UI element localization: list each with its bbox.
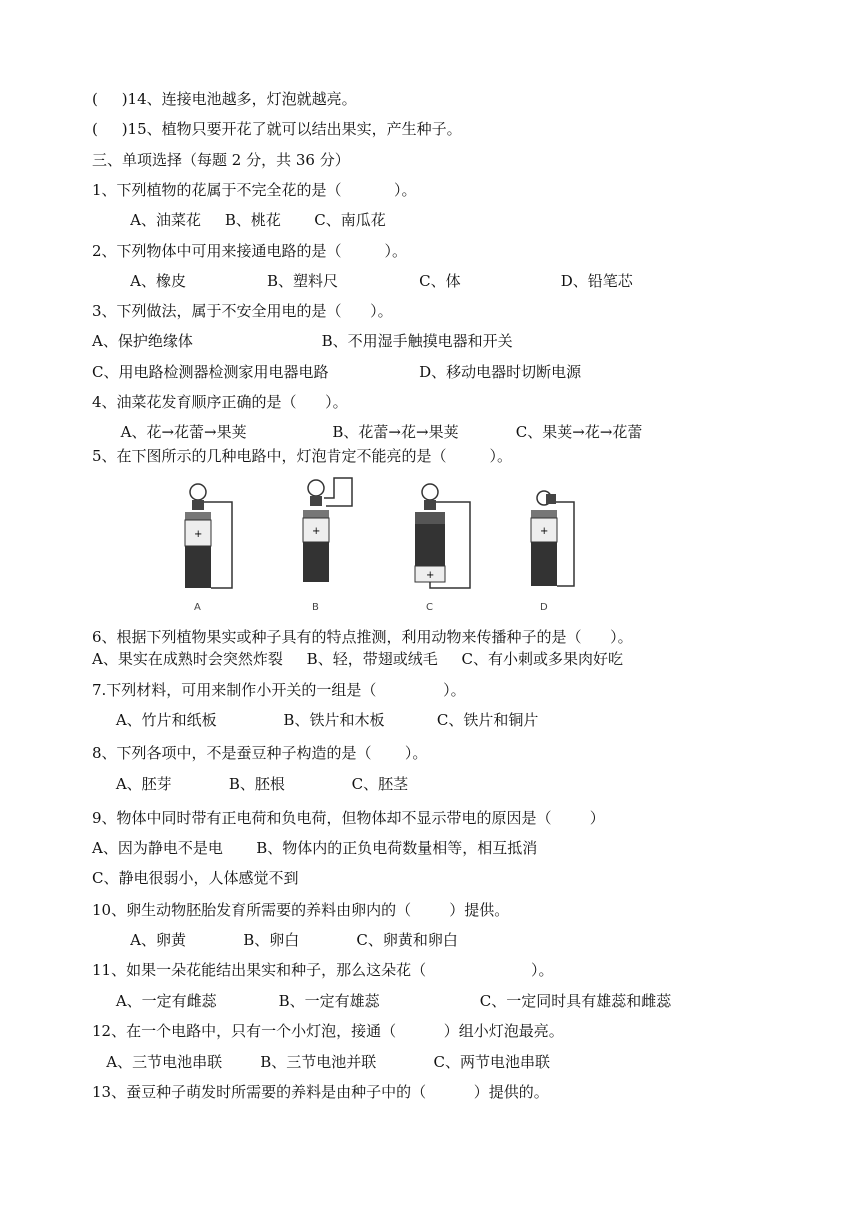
- text-line: 13、蚕豆种子萌发时所需要的养料是由种子中的（ ）提供的。: [92, 1083, 549, 1101]
- text-line: A、卵黄 B、卵白 C、卵黄和卵白: [92, 931, 458, 949]
- wire: [556, 502, 574, 586]
- bulb-base: [310, 496, 322, 506]
- battery-cap: [531, 510, 557, 518]
- plus-sign: +: [426, 570, 435, 581]
- wire: [324, 478, 352, 506]
- text-line: 1、下列植物的花属于不完全花的是（ ）。: [92, 181, 417, 199]
- text-line: 6、根据下列植物果实或种子具有的特点推测，利用动物来传播种子的是（ ）。: [92, 628, 633, 646]
- text-line: A、胚芽 B、胚根 C、胚茎: [92, 775, 409, 793]
- text-line: 10、卵生动物胚胎发育所需要的养料由卵内的（ ）提供。: [92, 901, 510, 919]
- text-line: 三、单项选择（每题 2 分，共 36 分）: [92, 151, 350, 169]
- circuit-a: [185, 484, 232, 613]
- circuit-c: [415, 484, 470, 613]
- battery-cap: [415, 512, 445, 524]
- text-line: A、橡皮 B、塑料尺 C、体 D、铅笔芯: [92, 272, 633, 290]
- text-line: 9、物体中同时带有正电荷和负电荷，但物体却不显示带电的原因是（ ）: [92, 809, 605, 827]
- label-a: A: [194, 602, 201, 613]
- circuit-b: [303, 478, 352, 613]
- battery-body: [531, 542, 557, 586]
- battery-body: [303, 542, 329, 582]
- bulb-base: [424, 500, 436, 510]
- text-line: A、竹片和纸板 B、铁片和木板 C、铁片和铜片: [92, 711, 539, 729]
- bulb-icon: [422, 484, 438, 500]
- text-line: 12、在一个电路中，只有一个小灯泡，接通（ ）组小灯泡最亮。: [92, 1022, 564, 1040]
- text-line: A、三节电池串联 B、三节电池并联 C、两节电池串联: [92, 1053, 551, 1071]
- battery-cap: [185, 512, 211, 520]
- plus-sign: +: [194, 529, 203, 540]
- text-line: 8、下列各项中，不是蚕豆种子构造的是（ ）。: [92, 744, 428, 762]
- bulb-base: [546, 494, 556, 504]
- text-line: 7.下列材料，可用来制作小开关的一组是（ ）。: [92, 681, 466, 699]
- text-line: 5、在下图所示的几种电路中，灯泡肯定不能亮的是（ ）。: [92, 447, 512, 465]
- text-line: ( )14、连接电池越多，灯泡就越亮。: [92, 90, 357, 108]
- label-c: C: [426, 602, 433, 613]
- text-line: C、静电很弱小，人体感觉不到: [92, 869, 299, 887]
- text-line: A、油菜花 B、桃花 C、南瓜花: [92, 211, 386, 229]
- battery-body: [415, 524, 445, 566]
- bulb-icon: [308, 480, 324, 496]
- plus-sign: +: [540, 526, 549, 537]
- text-line: 4、油菜花发育顺序正确的是（ ）。: [92, 393, 348, 411]
- battery-body: [185, 546, 211, 588]
- bulb-base: [192, 500, 204, 510]
- text-line: 3、下列做法，属于不安全用电的是（ ）。: [92, 302, 393, 320]
- text-line: C、用电路检测器检测家用电器电路 D、移动电器时切断电源: [92, 363, 582, 381]
- text-line: A、保护绝缘体 B、不用湿手触摸电器和开关: [92, 332, 513, 350]
- text-line: 2、下列物体中可用来接通电路的是（ ）。: [92, 242, 407, 260]
- circuit-d: [531, 491, 574, 613]
- battery-cap: [303, 510, 329, 518]
- plus-sign: +: [312, 526, 321, 537]
- text-line: A、果实在成熟时会突然炸裂 B、轻，带翅或绒毛 C、有小刺或多果肉好吃: [92, 650, 624, 668]
- text-line: A、一定有雌蕊 B、一定有雄蕊 C、一定同时具有雄蕊和雌蕊: [92, 992, 672, 1010]
- circuit-diagrams: [170, 470, 590, 620]
- bulb-icon: [190, 484, 206, 500]
- label-b: B: [312, 602, 319, 613]
- text-line: A、因为静电不是电 B、物体内的正负电荷数量相等，相互抵消: [92, 839, 538, 857]
- text-line: ( )15、植物只要开花了就可以结出果实，产生种子。: [92, 120, 462, 138]
- text-line: 11、如果一朵花能结出果实和种子，那么这朵花（ ）。: [92, 961, 554, 979]
- label-d: D: [540, 602, 548, 613]
- circuit-figure: [170, 470, 590, 620]
- text-line: A、花→花蕾→果荚 B、花蕾→花→果荚 C、果荚→花→花蕾: [92, 423, 643, 441]
